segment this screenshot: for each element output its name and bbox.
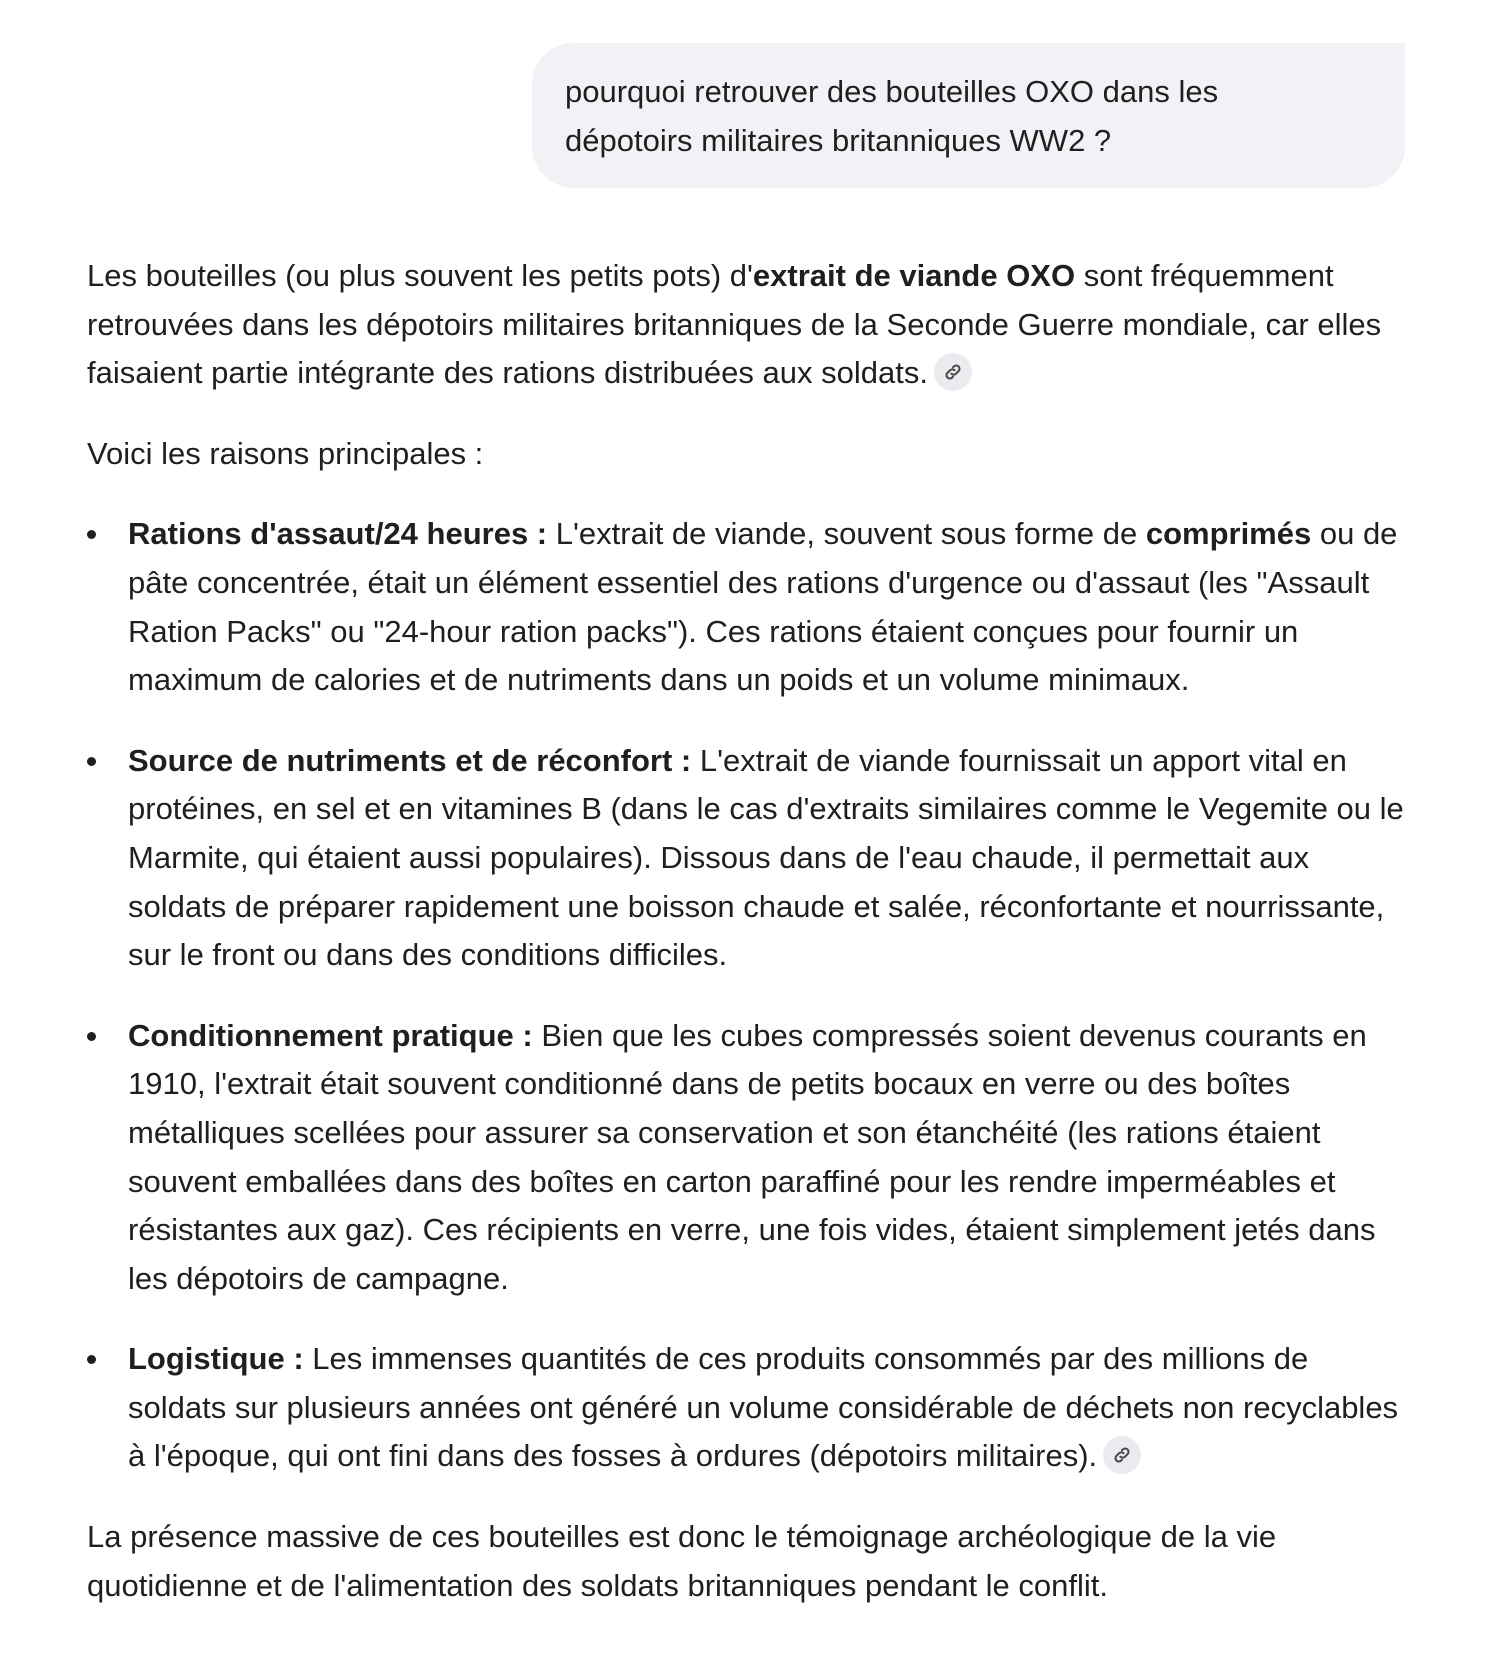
item-title: Rations d'assaut/24 heures : bbox=[128, 516, 548, 552]
item-text: L'extrait de viande, souvent sous forme de bbox=[547, 516, 1146, 552]
item-text: Les immenses quantités de ces produits consommés par des millions de soldats sur plusieurs années ont généré un volume considérable de déchets non recyclables à l'époque, qui ont fini dans des fosses à ordures (dépotoirs militaires). bbox=[128, 1341, 1399, 1474]
link-icon bbox=[1112, 1445, 1132, 1465]
intro-text-2: sont fréquemment retrouvées dans les dépotoirs militaires britanniques de la Seconde Guerre mondiale, car elles faisaient partie intégrante des rations distribuées aux soldats. bbox=[87, 258, 1382, 391]
link-icon bbox=[943, 362, 963, 382]
list-item bbox=[87, 1335, 1412, 1481]
source-link-chip-1[interactable] bbox=[934, 353, 972, 391]
item-title: Logistique : bbox=[128, 1341, 304, 1377]
user-message-bubble bbox=[532, 43, 1405, 188]
reasons-list bbox=[87, 510, 1412, 1481]
item-text: L'extrait de viande fournissait un apport vital en protéines, en sel et en vitamines B (dans le cas d'extraits similaires comme le Vegemite ou le Marmite, qui étaient aussi populaires). Dissous dans de l'eau chaude, il permettait aux soldats de préparer rapidement une boisson chaude et salée, réconfortante et nourrissante, sur le front ou dans des conditions difficiles. bbox=[128, 742, 1404, 973]
bullet-icon bbox=[87, 530, 96, 539]
user-message-line-2: dépotoirs militaires britanniques WW2 ? bbox=[565, 123, 1112, 158]
intro-paragraph bbox=[87, 252, 1412, 398]
bullet-icon bbox=[87, 757, 96, 766]
item-text-2: ou de pâte concentrée, était un élément essentiel des rations d'urgence ou d'assaut (les "Assault Ration Packs" ou "24-hour ration packs"). Ces rations étaient conçues pour fournir un maximum de calories et de nutriments dans un poids et un volume minimaux. bbox=[128, 516, 1398, 698]
bullet-icon bbox=[87, 1032, 96, 1041]
lead-paragraph: Voici les raisons principales : bbox=[87, 435, 484, 471]
user-message-line-1: pourquoi retrouver des bouteilles OXO dans les bbox=[565, 74, 1219, 109]
intro-text-1: Les bouteilles (ou plus souvent les petits pots) d' bbox=[87, 258, 753, 293]
list-item bbox=[87, 510, 1412, 704]
intro-bold: extrait de viande OXO bbox=[752, 258, 1076, 293]
bullet-icon bbox=[87, 1355, 96, 1364]
item-title: Conditionnement pratique : bbox=[128, 1017, 533, 1053]
item-text: Bien que les cubes compressés soient devenus courants en 1910, l'extrait était souvent conditionné dans de petits bocaux en verre ou des boîtes métalliques scellées pour assurer sa conservation et son étanchéité (les rations étaient souvent emballées dans des boîtes en carton paraffiné pour les rendre imperméables et résistantes aux gaz). Ces récipients en verre, une fois vides, étaient simplement jetés dans les dépotoirs de campagne. bbox=[128, 1017, 1376, 1296]
item-bold: comprimés bbox=[1145, 516, 1312, 552]
assistant-response bbox=[87, 252, 1412, 1610]
list-item bbox=[87, 1012, 1412, 1304]
list-item bbox=[87, 737, 1412, 980]
source-link-chip-2[interactable] bbox=[1103, 1436, 1141, 1474]
conclusion-paragraph: La présence massive de ces bouteilles est donc le témoignage archéologique de la vie quotidienne et de l'alimentation des soldats britanniques pendant le conflit. bbox=[87, 1519, 1277, 1603]
item-title: Source de nutriments et de réconfort : bbox=[128, 742, 692, 778]
